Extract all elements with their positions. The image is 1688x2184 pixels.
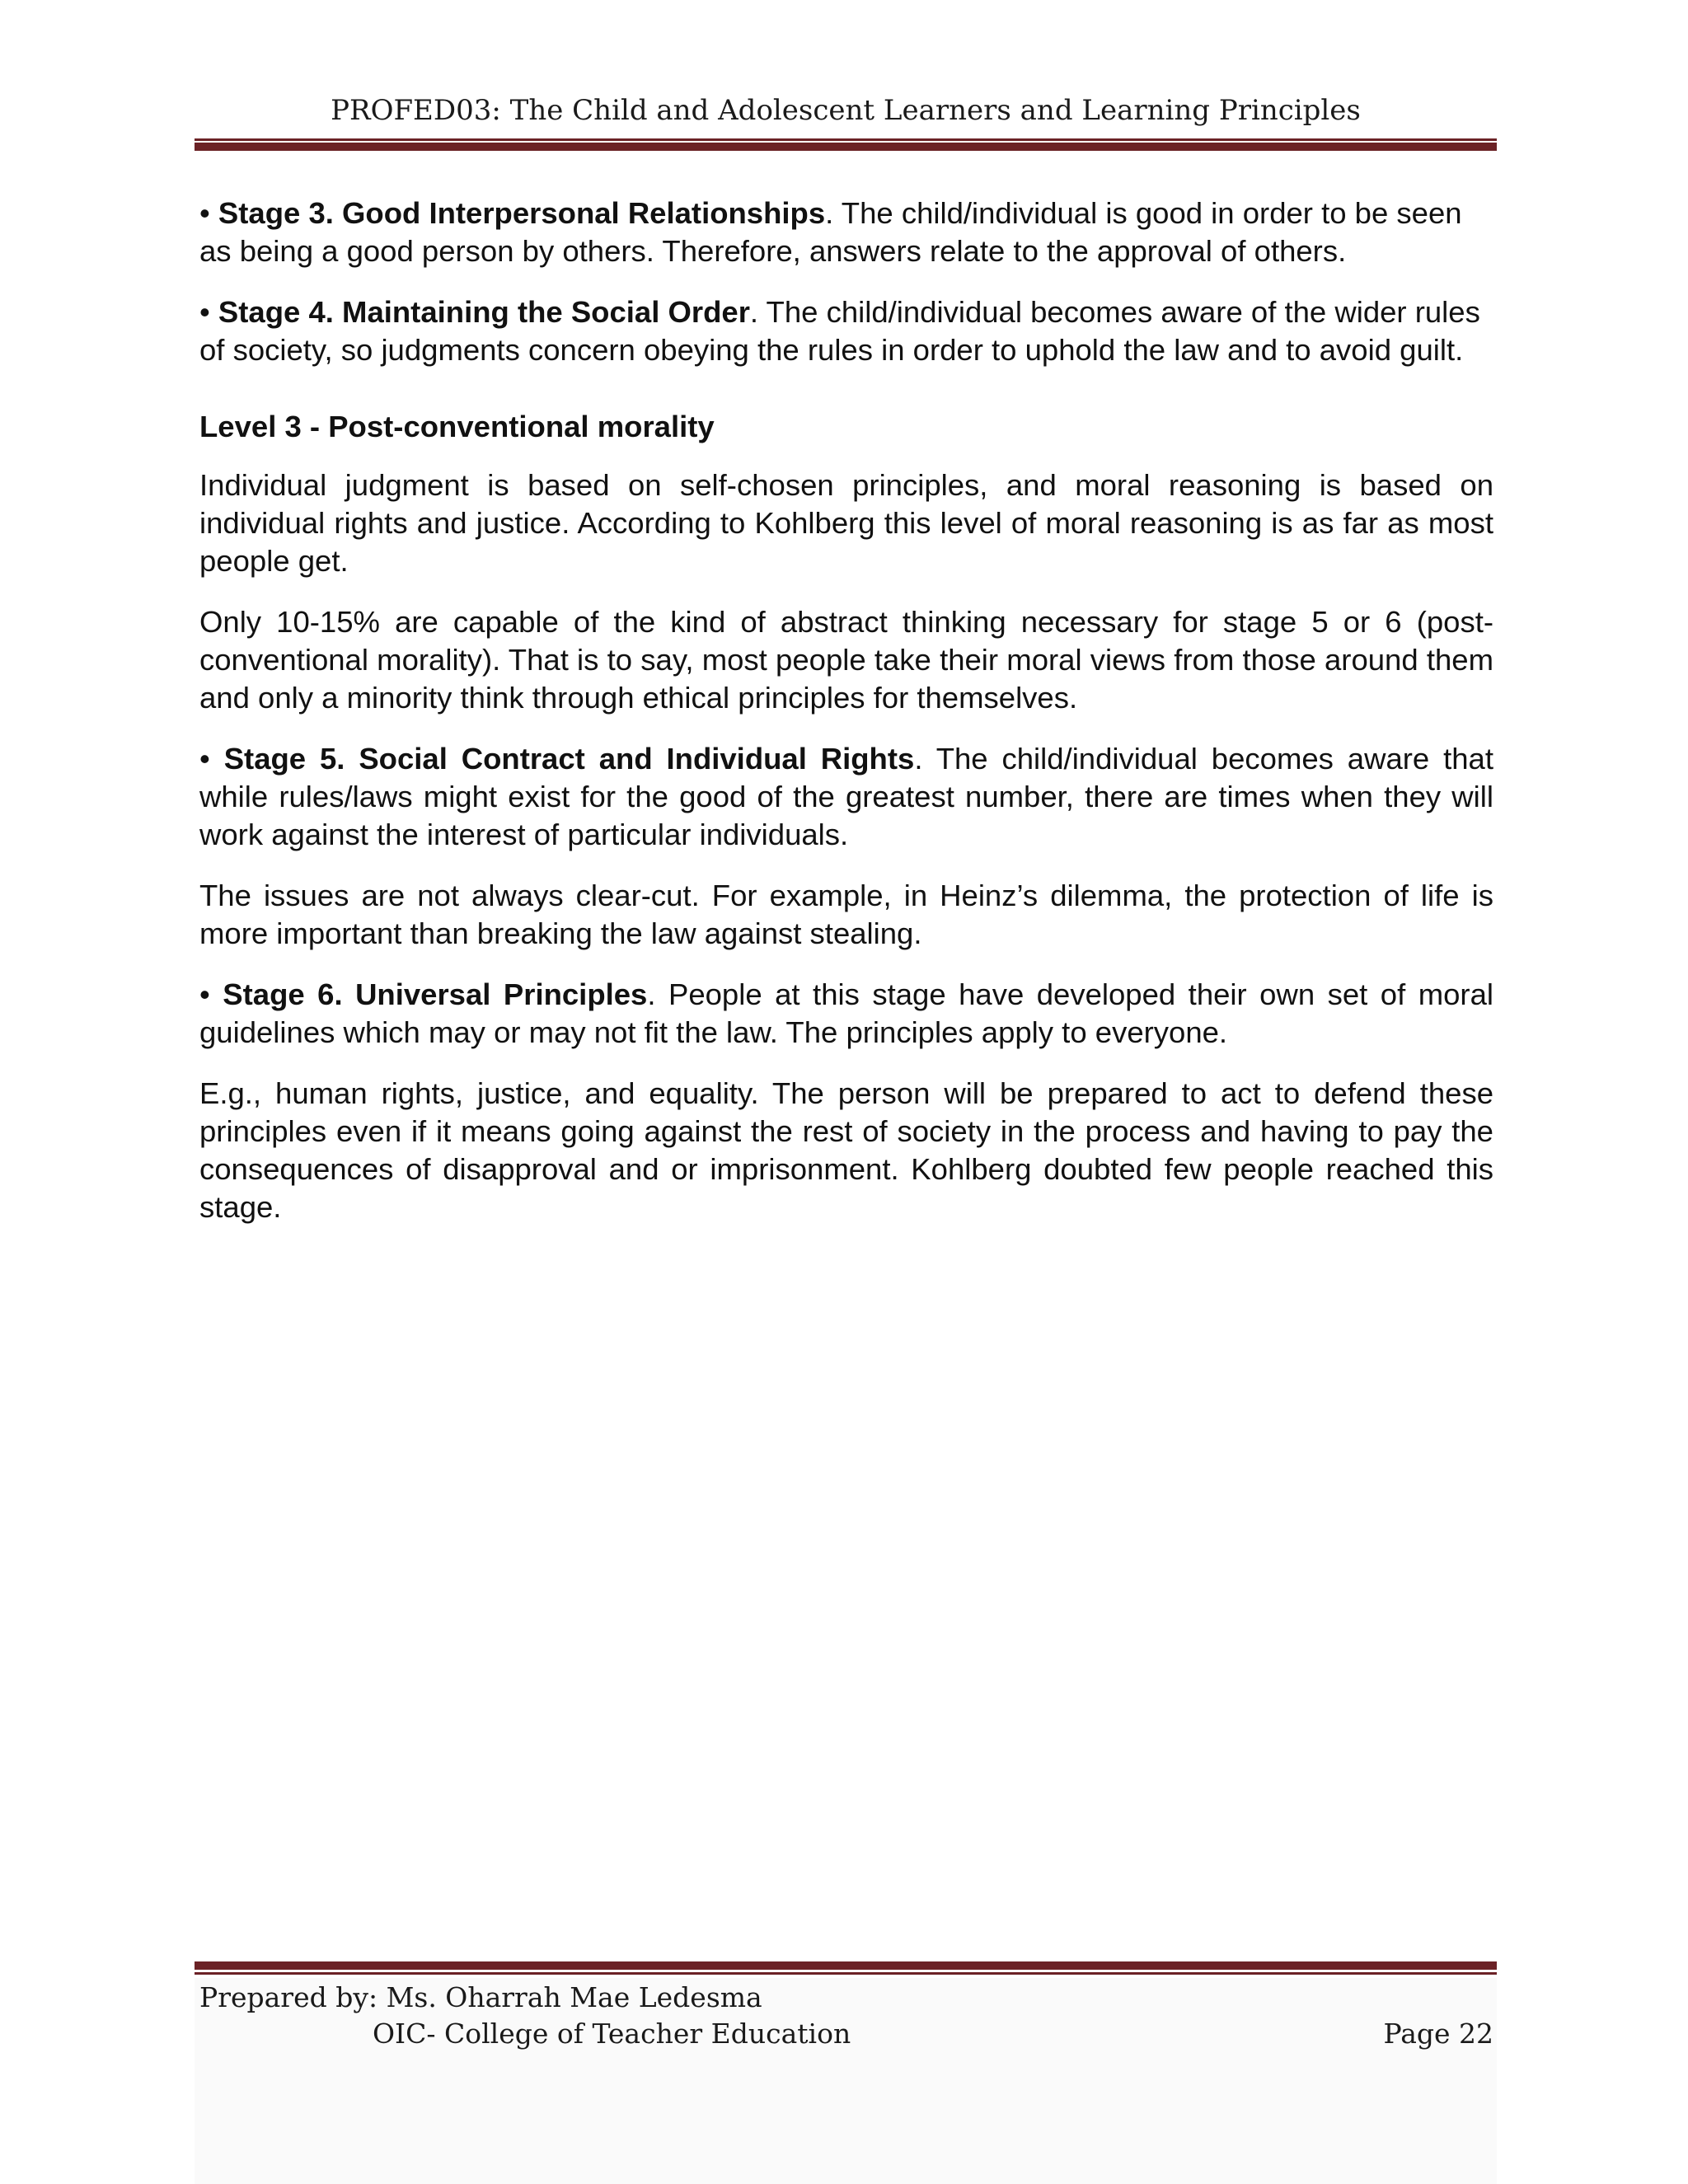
level-3-only-paragraph: Only 10-15% are capable of the kind of abstract thinking necessary for stage 5 or 6 (post-conventional morality). That is to say, most people take their moral views from those around them and only a minority think through ethical principles for themselves. bbox=[199, 605, 1493, 715]
stage-6-title: Stage 6. Universal Principles bbox=[223, 977, 648, 1011]
stage-5-paragraph bbox=[199, 740, 1493, 854]
header-rule-thin bbox=[195, 138, 1497, 141]
bullet: • bbox=[199, 977, 223, 1011]
stage-4-paragraph bbox=[199, 293, 1493, 369]
stage-5-text: . The child/individual becomes aware that while rules/laws might exist for the good of the greatest number, there are times when they will work against the interest of particular individuals. bbox=[199, 742, 1493, 851]
stage-6-paragraph bbox=[199, 976, 1493, 1052]
stage-6-note-paragraph: E.g., human rights, justice, and equality. The person will be prepared to act to defend these principles even if it means going against the rest of society in the process and having to pay the consequences of disapproval and or imprisonment. Kohlberg doubted few people reached this stage. bbox=[199, 1076, 1493, 1224]
footer-prepared-by: Prepared by: Ms. Oharrah Mae Ledesma bbox=[199, 1981, 762, 2013]
page-header-title: PROFED03: The Child and Adolescent Learners and Learning Principles bbox=[331, 94, 1361, 127]
stage-4-text: . The child/individual becomes aware of the wider rules of society, so judgments concern obeying the rules in order to uphold the law and to avoid guilt. bbox=[199, 295, 1480, 367]
level-3-heading: Level 3 - Post-conventional morality bbox=[199, 410, 715, 443]
footer-rule-thick bbox=[195, 1961, 1497, 1970]
footer-page-number: Page 22 bbox=[1383, 2018, 1493, 2050]
stage-6-text: . People at this stage have developed their own set of moral guidelines which may or may not fit the law. The principles apply to everyone. bbox=[199, 977, 1493, 1049]
bullet: • bbox=[199, 295, 218, 329]
stage-3-title: Stage 3. Good Interpersonal Relationships bbox=[218, 196, 826, 230]
stage-3-paragraph bbox=[199, 194, 1493, 270]
stage-5-note-paragraph: The issues are not always clear-cut. For example, in Heinz’s dilemma, the protection of life is more important than breaking the law against stealing. bbox=[199, 879, 1493, 950]
footer-position: OIC- College of Teacher Education bbox=[373, 2018, 851, 2050]
document-body bbox=[199, 194, 1493, 1249]
stage-5-title: Stage 5. Social Contract and Individual Rights bbox=[223, 742, 915, 776]
level-3-intro-paragraph: Individual judgment is based on self-chosen principles, and moral reasoning is based on individual rights and justice. According to Kohlberg this level of moral reasoning is as far as most people get. bbox=[199, 468, 1493, 578]
bullet: • bbox=[199, 742, 224, 776]
bullet: • bbox=[199, 196, 218, 230]
stage-3-text: . The child/individual is good in order to be seen as being a good person by others. Therefore, answers relate to the approval of others. bbox=[199, 196, 1462, 268]
header-rule-thick bbox=[195, 143, 1497, 151]
footer-rule-thin bbox=[195, 1972, 1497, 1975]
stage-4-title: Stage 4. Maintaining the Social Order bbox=[218, 295, 750, 329]
